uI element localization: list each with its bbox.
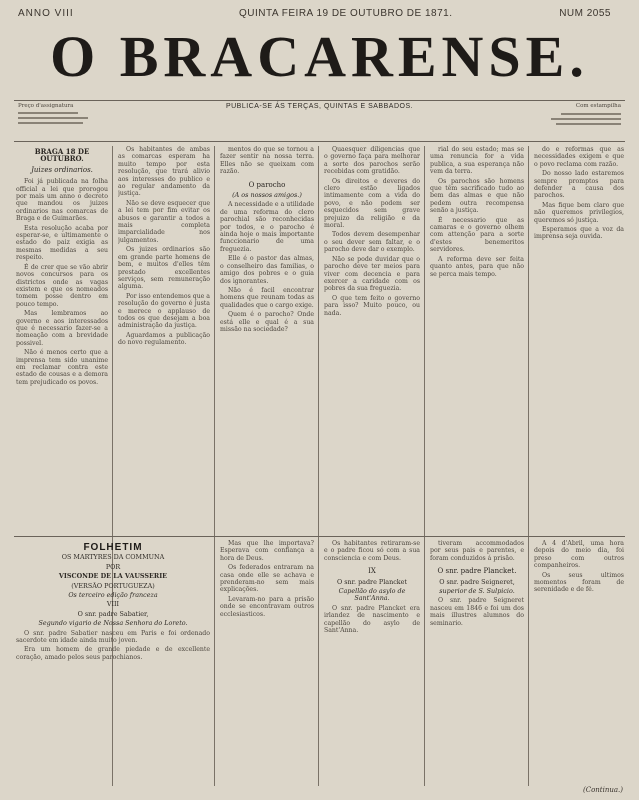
column-3-lower: Mas que lhe importava? Esperava com confiança a hora de Deus. Os federados entraram na casa onde elle se achava e prenderam-no sem mais explicações. Levaram-no para a prisão onde se encontravam outros ecclesiasticos.: [220, 540, 314, 618]
newspaper-title: O BRACARENSE.: [50, 24, 589, 89]
folhetim-separator: [14, 536, 625, 537]
column-6-lower: A 4 d'Abril, uma hora depois do meio dia, foi preso com outros companheiros. Os seus ultimos momentos foram de serenidade e de fé.: [534, 540, 624, 594]
article-heading: O snr. padre Plancket.: [437, 567, 517, 576]
column-4: Quaesquer diligencias que o governo faça para melhorar a sorte dos parochos serão recebidas com gratidão. Os direitos e deveres do clero estão ligados intimamente com a vida do povo, e não podem ser esquecidos sem grave prejuizo da religião e da moral. Todos devem desempenhar o seu dever sem faltar, e o parocho deve dar o exemplo. Não se pode duvidar que o parocho deve ter meios para viver com decencia e para exercer a caridade com os pobres da sua freguezia. O que tem feito o governo para isso? Muito pouco, ou nada.: [324, 146, 420, 317]
column-4-lower: Os habitantes retiraram-se e o padre ficou só com a sua consciencia e com Deus. IX O snr. padre Plancket Capellão do asylo de Sant'Anna. O snr. padre Plancket era irlandez de nascimento e capellão do asylo de Sant'Anna.: [324, 540, 420, 635]
issue-number: NUM 2055: [559, 8, 611, 19]
article-heading: O parocho: [248, 180, 286, 189]
stamp-title: Com estampilha: [575, 103, 621, 109]
subheader: [14, 100, 625, 142]
issue-label: ANNO VIII: [18, 8, 74, 19]
column-1: BRAGA 18 DE OUTUBRO. Juizes ordinarios. Foi já publicada na folha official a lei que prorogou por mais um anno o decreto que mandou os juizes ordinarios nas comarcas de Braga e de Guimarães. Esta resolução acaba por esperar-se, e ultimamente o estado do paiz exigia as mesmas medidas a seu respeito. É de crer que se vão abrir novos concursos para os districtos onde as vagas existem e que os nomeados tomem posse dentro em pouco tempo. Mas lembramos ao governo e aos interessados que é necessario fazer-se a nomeação com a brevidade possivel. Não é menos certo que a imprensa tem sido unanime em reclamar contra este estado de cousas e a demora tem prejudicado os povos.: [16, 147, 108, 386]
stamp-box: [521, 103, 621, 125]
folhetim-line: Segundo vigario de Nossa Senhora do Loreto.: [38, 619, 188, 628]
folhetim-line: OS MARTYRES DA COMMUNA: [61, 553, 165, 562]
column-divider: [318, 146, 319, 786]
article-subheading: superior de S. Sulpicio.: [439, 587, 515, 596]
column-5: rial do seu estado; mas se uma renuncia for a vida publica, a sua esperança não vem da terra. Os parochos são homens que têm sacrificado tudo ao bem das almas e que não pedem outra recompensa senão a justiça. É necessario que as camaras e o governo olhem com attenção para a sorte d'estes benemeritos servidores. A reforma deve ser feita quanto antes, para que não se perca mais tempo.: [430, 146, 524, 278]
folhetim-line: O snr. padre Sabatier,: [77, 609, 149, 618]
column-divider: [214, 146, 215, 786]
folhetim-line: VIII: [106, 600, 120, 609]
folhetim-line: Os terceiro edição franceza: [68, 591, 158, 600]
article-subheading: O snr. padre Seigneret,: [439, 577, 515, 586]
folhetim-section: FOLHETIM OS MARTYRES DA COMMUNA POR VISCONDE DE LA VAUSSERIE (VERSÃO PORTUGUEZA) Os terceiro edição franceza VIII O snr. padre Sabatier, Segundo vigario de Nossa Senhora do Loreto. O snr. padre Sabatier nasceu em Paris e foi ordenado sacerdote em idade ainda muito joven. Era um homem de grande piedade e de excellente coração, amado pelos seus parochianos.: [16, 542, 210, 661]
column-2: Os habitantes de ambas as comarcas esperam ha muito tempo por esta resolução, que trará alivio aos interesses do publico e ao regular andamento da justiça. Não se deve esquecer que a lei tem por fim evitar os abusos e garantir a todos a mais completa imparcialidade nos julgamentos. Os juizes ordinarios são em grande parte homens de bem, e muitos d'elles têm prestado excellentes serviços, sem remuneração alguma. Por isso entendemos que a resolução do governo é justa e merece o applauso de todos os que desejam a boa administração da justiça. Aguardamos a publicação do novo regulamento.: [118, 146, 210, 347]
continued-note: (Continua.): [582, 786, 623, 794]
column-divider: [424, 146, 425, 786]
article-subheading: (A os nossos amigos.): [232, 191, 302, 200]
folhetim-line: POR: [105, 562, 121, 571]
subscription-title: Preço d'assignatura: [18, 103, 74, 109]
folhetim-title: FOLHETIM: [83, 542, 143, 553]
article-heading: Juizes ordinarios.: [31, 165, 93, 174]
publication-days: PUBLICA-SE ÁS TERÇAS, QUINTAS E SABBADOS.: [225, 103, 414, 110]
article-heading: IX: [368, 567, 376, 576]
folhetim-line: (VERSÃO PORTUGUEZA): [71, 581, 155, 590]
date-line: QUINTA FEIRA 19 DE OUTUBRO DE 1871.: [239, 8, 453, 19]
column-3: mentos do que se tornou a fazer sentir na nossa terra. Elles não se queixam com razão. O parocho (A os nossos amigos.) A necessidade e a utilidade de uma reforma do clero parochial são reconhecidas por todos, e o parocho é ainda hoje o mais importante funccionario de uma freguezia. Elle é o pastor das almas, o conselheiro das familias, o amigo dos pobres e o guia dos ignorantes. Não é facil encontrar homens que reunam todas as qualidades que o cargo exige. Quem é o parocho? Onde está elle e qual é a sua missão na sociedade?: [220, 146, 314, 333]
column-5-lower: tiveram accommodados por seus pais e parentes, e foram conduzidos á prisão. O snr. padre Plancket. O snr. padre Seigneret, superior de S. Sulpicio. O snr. padre Seigneret nasceu em 1846 e foi um dos mais illustres alumnos do seminario.: [430, 540, 524, 627]
article-dateline: BRAGA 18 DE OUTUBRO.: [34, 147, 90, 164]
article-subheading: Capellão do asylo de Sant'Anna.: [338, 587, 406, 603]
column-divider: [528, 146, 529, 786]
folhetim-line: VISCONDE DE LA VAUSSERIE: [58, 572, 168, 581]
article-subheading: O snr. padre Plancket: [336, 577, 407, 586]
column-6: do e reformas que as necessidades exigem e que o povo reclama com razão. Do nosso lado estaremos sempre promptos para defender a causa dos parochos. Mas fique bem claro que não queremos privilegios, queremos só justiça. Esperamos que a voz da imprensa seja ouvida.: [534, 146, 624, 241]
